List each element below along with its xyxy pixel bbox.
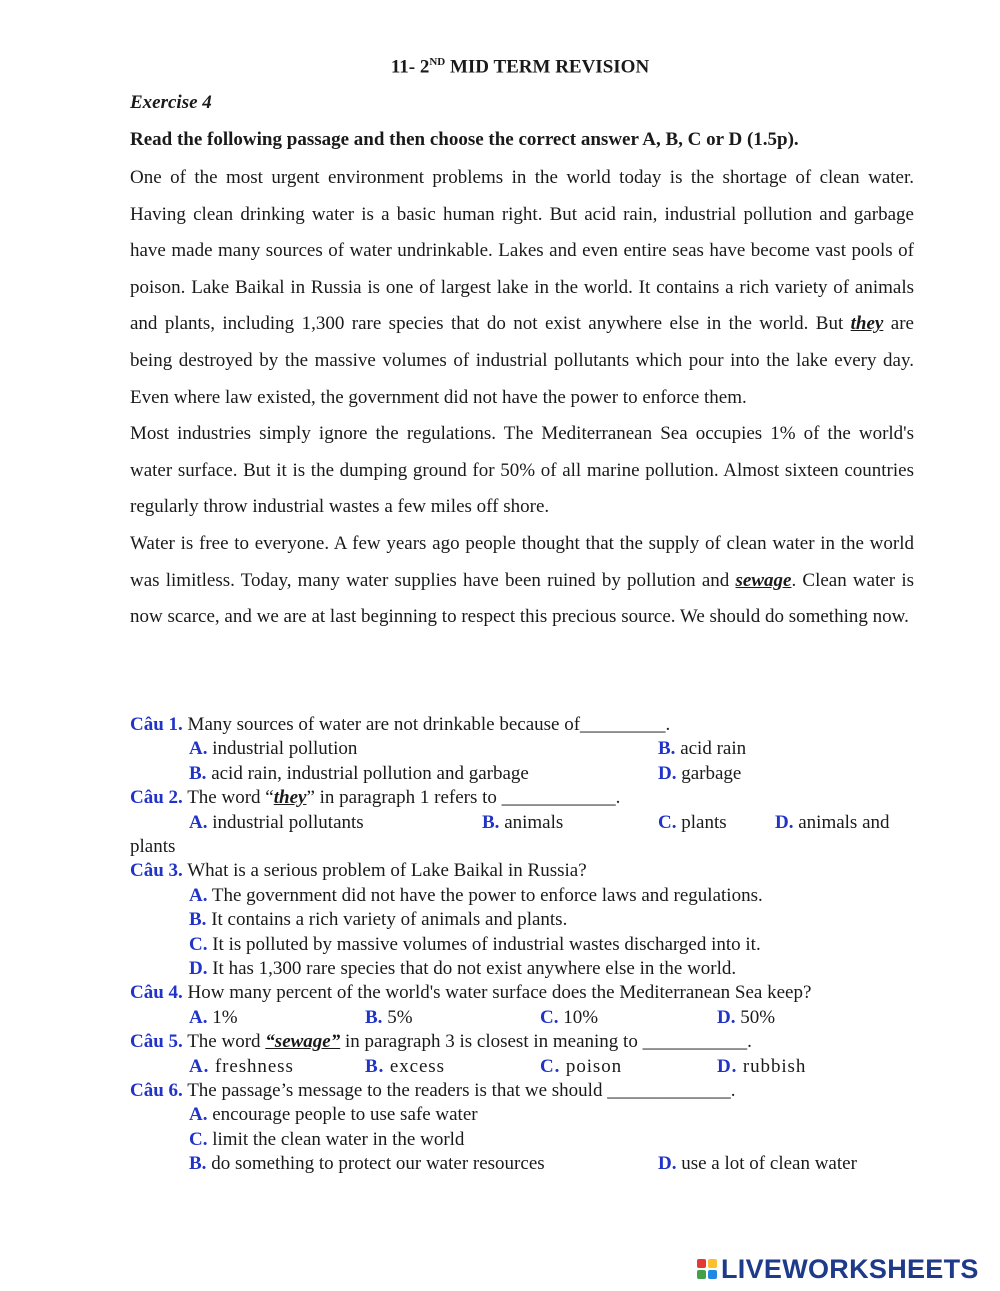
question-number: Câu 6. (130, 1079, 183, 1101)
option-letter: A. (189, 1104, 208, 1126)
option-letter: D. (658, 1153, 677, 1175)
question-4 (130, 981, 920, 1005)
logo-square-red (697, 1259, 706, 1268)
question-2 (130, 786, 920, 810)
option-letter: B. (482, 811, 500, 833)
question-number: Câu 3. (130, 860, 183, 882)
option-a[interactable] (189, 1006, 238, 1030)
question-text: Many sources of water are not drinkable because of_________. (182, 714, 671, 735)
question-number: Câu 2. (130, 787, 183, 809)
options-row (130, 1152, 920, 1176)
question-6 (130, 1079, 920, 1103)
option-text: industrial pollutants (207, 811, 364, 833)
paragraph-1-text-a: One of the most urgent environment problems in the world today is the shortage of clean water. Having clean drinking water is a basic human right. But acid rain, industrial pollution and garbage have made many sources of water undrinkable. Lakes and even entire seas have become vast pools of poison. Lake Baikal in Russia is one of largest lake in the world. It contains a rich variety of animals and plants, including 1,300 rare species that do not exist anywhere else in the world. But (130, 167, 914, 335)
option-a[interactable] (189, 737, 357, 761)
options-row (130, 1006, 920, 1030)
liveworksheets-logo (697, 1253, 979, 1285)
logo-text: LIVEWORKSHEETS (721, 1253, 979, 1284)
paragraph-3-text-b: . Clean water is now scarce, and we are at last beginning to respect this precious source. We should do something now. (130, 569, 914, 628)
option-text: It has 1,300 rare species that do not exist anywhere else in the world. (207, 957, 737, 979)
option-d[interactable] (717, 1055, 806, 1079)
paragraph-3 (130, 526, 914, 636)
option-b[interactable] (130, 908, 920, 932)
keyword-sewage: sewage (735, 569, 792, 591)
option-text: encourage people to use safe water (207, 1104, 478, 1126)
option-d[interactable] (717, 1006, 775, 1030)
page-title (0, 56, 1000, 78)
paragraph-3-text-a: Water is free to everyone. A few years ago people thought that the supply of clean water in the world was limitless. Today, many water supplies have been ruined by pollution and (130, 532, 914, 591)
question-text-b: in paragraph 3 is closest in meaning to ___________. (340, 1031, 752, 1053)
option-c[interactable] (540, 1006, 598, 1030)
option-text: limit the clean water in the world (207, 1128, 465, 1150)
option-letter: A. (189, 1006, 208, 1028)
option-text: use a lot of clean water (676, 1153, 857, 1175)
options-row (130, 737, 920, 761)
title-prefix: 11- 2 (390, 56, 430, 78)
option-letter: D. (717, 1055, 738, 1077)
option-d[interactable] (658, 762, 741, 786)
paragraph-1 (130, 160, 914, 416)
option-text: acid rain, industrial pollution and garbage (206, 762, 529, 784)
question-text-b: ” in paragraph 1 refers to ____________. (306, 787, 621, 809)
logo-square-green (697, 1270, 706, 1279)
option-text: do something to protect our water resources (206, 1153, 545, 1175)
option-text: 1% (207, 1006, 238, 1028)
option-text: acid rain (675, 738, 747, 760)
option-text: It contains a rich variety of animals and plants. (206, 909, 568, 931)
option-text: rubbish (737, 1055, 807, 1077)
question-number: Câu 1. (130, 714, 183, 735)
option-letter: D. (775, 811, 794, 833)
option-letter: C. (540, 1006, 559, 1028)
liveworksheets-icon (697, 1259, 717, 1279)
option-d[interactable] (130, 957, 920, 981)
option-a[interactable] (189, 811, 364, 835)
option-text: 10% (558, 1006, 599, 1028)
option-text: plants (676, 811, 727, 833)
question-1 (130, 713, 920, 737)
option-c[interactable] (130, 1128, 920, 1152)
option-letter: B. (365, 1055, 385, 1077)
option-b[interactable] (658, 737, 746, 761)
option-letter: B. (658, 738, 676, 760)
option-d[interactable] (658, 1152, 857, 1176)
option-text: 50% (735, 1006, 776, 1028)
options-row (130, 1055, 920, 1079)
option-b[interactable] (189, 762, 529, 786)
option-a[interactable] (130, 1103, 920, 1127)
question-text: What is a serious problem of Lake Baikal in Russia? (182, 860, 587, 882)
option-letter: C. (658, 811, 677, 833)
question-keyword: “sewage” (265, 1031, 341, 1053)
question-number: Câu 5. (130, 1031, 183, 1053)
question-text-a: The word (182, 1031, 266, 1053)
option-letter: A. (189, 1055, 210, 1077)
option-text: The government did not have the power to enforce laws and regulations. (207, 884, 763, 906)
option-letter: D. (189, 957, 208, 979)
option-text: 5% (382, 1006, 413, 1028)
title-suffix: MID TERM REVISION (445, 56, 650, 78)
option-text: animals (499, 811, 564, 833)
logo-square-blue (708, 1270, 717, 1279)
option-a[interactable] (189, 1055, 294, 1079)
option-letter: D. (717, 1006, 736, 1028)
options-row (130, 811, 920, 835)
paragraph-2: Most industries simply ignore the regulations. The Mediterranean Sea occupies 1% of the world's water surface. But it is the dumping ground for 50% of all marine pollution. Almost sixteen countries regularly throw industrial wastes a few miles off shore. (130, 423, 914, 518)
option-c[interactable] (130, 933, 920, 957)
option-a[interactable] (130, 884, 920, 908)
question-number: Câu 4. (130, 982, 183, 1004)
question-keyword: they (273, 787, 307, 809)
option-letter: B. (189, 909, 207, 931)
option-c[interactable] (658, 811, 727, 835)
logo-square-yellow (708, 1259, 717, 1268)
option-b[interactable] (365, 1006, 413, 1030)
option-b[interactable] (365, 1055, 445, 1079)
option-letter: C. (540, 1055, 561, 1077)
option-b[interactable] (189, 1152, 545, 1176)
title-superscript: ND (429, 56, 446, 68)
question-text: The passage’s message to the readers is that we should _____________. (182, 1079, 736, 1101)
option-text: freshness (209, 1055, 294, 1077)
option-letter: A. (189, 738, 208, 760)
option-text: industrial pollution (207, 738, 358, 760)
option-text: garbage (676, 762, 742, 784)
keyword-they: they (850, 313, 884, 335)
reading-passage (130, 160, 914, 636)
option-letter: B. (189, 762, 207, 784)
paragraph-1-text-b: are being destroyed by the massive volumes of industrial pollutants which pour into the lake every day. Even where law existed, the government did not have the power to enforce them. (130, 313, 914, 408)
option-text: animals and (793, 811, 890, 833)
instruction: Read the following passage and then choose the correct answer A, B, C or D (1.5p). (130, 129, 799, 150)
option-letter: A. (189, 811, 208, 833)
questions (130, 713, 920, 1177)
option-letter: A. (189, 884, 208, 906)
option-letter: B. (365, 1006, 383, 1028)
question-3 (130, 859, 920, 883)
question-text-a: The word “ (182, 787, 274, 809)
option-text: excess (384, 1055, 445, 1077)
option-wrap-text: plants (130, 835, 176, 857)
option-b[interactable] (482, 811, 563, 835)
option-letter: B. (189, 1153, 207, 1175)
option-text: It is polluted by massive volumes of industrial wastes discharged into it. (207, 933, 761, 955)
question-5 (130, 1030, 920, 1054)
option-letter: C. (189, 933, 208, 955)
exercise-heading: Exercise 4 (130, 92, 212, 113)
option-d[interactable] (775, 811, 890, 835)
option-c[interactable] (540, 1055, 622, 1079)
options-row (130, 762, 920, 786)
question-text: How many percent of the world's water surface does the Mediterranean Sea keep? (182, 982, 812, 1004)
option-letter: C. (189, 1128, 208, 1150)
option-text: poison (560, 1055, 623, 1077)
option-letter: D. (658, 762, 677, 784)
